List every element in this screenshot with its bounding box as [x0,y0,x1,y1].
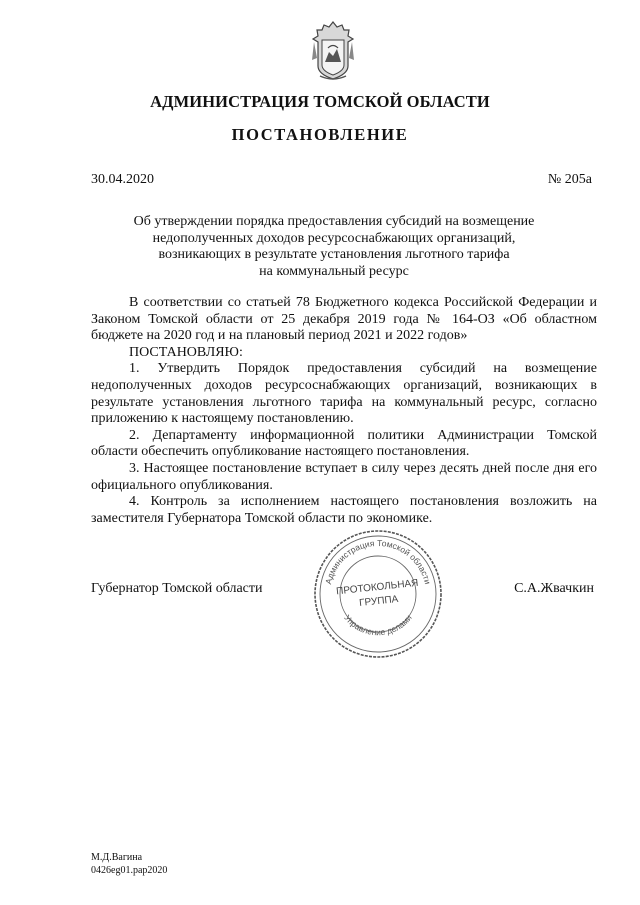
subject-line: недополученных доходов ресурсоснабжающих организаций, [152,230,516,246]
document-date: 30.04.2020 [91,172,154,187]
subject-line: возникающих в результате установления льготного тарифа [158,247,510,262]
stamp-bottom-text: Управление делами [342,612,414,638]
executor-name: М.Д.Вагина [91,852,143,863]
clause-2: 2. Департаменту информационной политики Администрации Томской области обеспечить опубликование настоящего постановления. [91,427,597,460]
signatory-position: Губернатор Томской области [91,581,263,596]
clause-3: 3. Настоящее постановление вступает в силу через десять дней после дня его официального опубликования. [91,460,597,493]
stamp-center-line1: ПРОТОКОЛЬНАЯ [335,577,419,598]
tomsk-coat-of-arms-icon [308,20,358,82]
document-subject [120,214,548,280]
resolve-word: ПОСТАНОВЛЯЮ: [129,344,243,360]
stamp-ring-text: Администрация Томской области [323,537,433,586]
official-stamp [312,528,444,660]
clause-4: 4. Контроль за исполнением настоящего постановления возложить на заместителя Губернатора Томской области по экономике. [91,494,597,526]
organization-title: АДМИНИСТРАЦИЯ ТОМСКОЙ ОБЛАСТИ [150,92,490,111]
document-body [91,295,597,527]
document-type: ПОСТАНОВЛЕНИЕ [231,125,409,144]
file-code: 0426eg01.pap2020 [91,864,168,876]
subject-line: на коммунальный ресурс [259,263,409,279]
signatory-name: С.А.Жвачкин [514,581,594,596]
clause-1: 1. Утвердить Порядок предоставления субсидий на возмещение недополученных доходов ресурсоснабжающих организаций, возникающих в результате установления льготного тарифа на коммунальный ресурс, согласно приложению к настоящему постановлению. [91,361,597,427]
stamp-center-line2: ГРУППА [358,593,399,609]
document-number: № 205а [547,172,592,187]
preamble-paragraph: В соответствии со статьей 78 Бюджетного кодекса Российской Федерации и Законом Томской области от 25 декабря 2019 года № 164-ОЗ «Об областном бюджете на 2020 год и на плановый период 2021 и 2022 годов» [91,295,597,344]
subject-line: Об утверждении порядка предоставления субсидий на возмещение [133,214,535,229]
document-footer [91,852,167,877]
